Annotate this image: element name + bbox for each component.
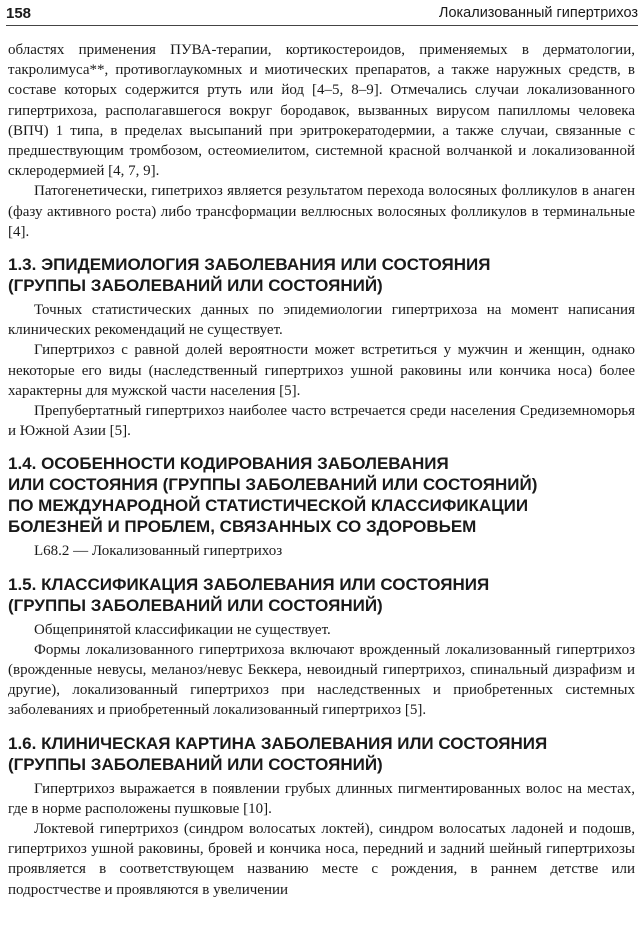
paragraph: Препубертатный гипертрихоз наиболее часто встречается среди населения Средиземноморья и Южной Азии [5]. [8, 403, 635, 440]
paragraph: Локтевой гипертрихоз (синдром волосатых локтей), синдром волосатых ладоней и подошв, гипертрихоз ушной раковины, бровей и кончика носа, передний и задний шейный гипертрихозы проявляется в соответствующем названию месте с рождения, в раннем детстве или подростчестве и проявляются в увеличении [8, 821, 635, 898]
paragraph: Гипертрихоз выражается в появлении грубых длинных пигментированных волос на местах, где в норме расположены пушковые [10]. [8, 780, 635, 817]
section-heading-clinical-picture [8, 733, 635, 775]
paragraph: Гипертрихоз с равной долей вероятности может встретиться у мужчин и женщин, однако некоторые его виды (наследственный гипертрихоз ушной раковины или кончика носа) более характерны для мужской части населения [5]. [8, 342, 635, 399]
heading-line: 1.3. ЭПИДЕМИОЛОГИЯ ЗАБОЛЕВАНИЯ ИЛИ СОСТОЯНИЯ [8, 255, 491, 275]
heading-line: 1.6. КЛИНИЧЕСКАЯ КАРТИНА ЗАБОЛЕВАНИЯ ИЛИ СОСТОЯНИЯ [8, 733, 548, 753]
running-header [6, 3, 638, 26]
heading-line: (ГРУППЫ ЗАБОЛЕВАНИЙ ИЛИ СОСТОЯНИЙ) [8, 595, 383, 615]
heading-line: 1.5. КЛАССИФИКАЦИЯ ЗАБОЛЕВАНИЯ ИЛИ СОСТОЯНИЯ [8, 574, 490, 594]
section-heading-epidemiology [8, 254, 635, 296]
heading-line: ИЛИ СОСТОЯНИЯ (ГРУППЫ ЗАБОЛЕВАНИЙ ИЛИ СОСТОЯНИЙ) [8, 475, 538, 495]
section-heading-coding [8, 453, 635, 537]
paragraph: Патогенетически, гипетрихоз является результатом перехода волосяных фолликулов в анаген (фазу активного роста) либо трансформации веллюсных волосяных фолликулов в терминальные [4]. [8, 183, 635, 240]
section-heading-classification [8, 574, 635, 616]
heading-line: ПО МЕЖДУНАРОДНОЙ СТАТИСТИЧЕСКОЙ КЛАССИФИКАЦИИ [8, 496, 529, 516]
paragraph: Формы локализованного гипертрихоза включают врожденный локализованный гипертрихоз (врожденные невусы, меланоз/невус Беккера, невоидный гипертрихоз, спинальный дизрафизм и другие), локализованный гипертрихоз при наследственных и приобретенных системных заболеваниях и приобретенный локализованный гипертрихоз [5]. [8, 641, 635, 719]
heading-line: 1.4. ОСОБЕННОСТИ КОДИРОВАНИЯ ЗАБОЛЕВАНИЯ [8, 454, 449, 474]
icd-code-line: L68.2 — Локализованный гипертрихоз [34, 543, 283, 560]
paragraph: областях применения ПУВА-терапии, кортикостероидов, применяемых в дерматологии, такролимуса**, противоглаукомных и миотических препаратов, а также наружных средств, в составе которых содержится ртуть или йод [4–5, 8–9]. Отмечались случаи локализованного гипертрихоза, располагавшегося вокруг бородавок, вызванных вирусом папилломы человека (ВПЧ) 1 типа, в пределах высыпаний при эритрокератодермии, а также случаи, связанные с предшествующим тромбозом, остеомиелитом, системной красной волчанкой и локализованной склеродермией [4, 7, 9]. [8, 42, 635, 180]
body-text [8, 40, 635, 900]
heading-line: БОЛЕЗНЕЙ И ПРОБЛЕМ, СВЯЗАННЫХ СО ЗДОРОВЬЕМ [8, 517, 477, 537]
running-title: Локализованный гипертрихоз [438, 5, 638, 21]
heading-line: (ГРУППЫ ЗАБОЛЕВАНИЙ ИЛИ СОСТОЯНИЙ) [8, 754, 383, 774]
heading-line: (ГРУППЫ ЗАБОЛЕВАНИЙ ИЛИ СОСТОЯНИЙ) [8, 276, 383, 296]
paragraph: Точных статистических данных по эпидемиологии гипертрихоза на момент написания клинических рекомендаций не существует. [8, 302, 635, 339]
paragraph: Общепринятой классификации не существует. [34, 621, 331, 638]
page-number: 158 [6, 5, 32, 22]
